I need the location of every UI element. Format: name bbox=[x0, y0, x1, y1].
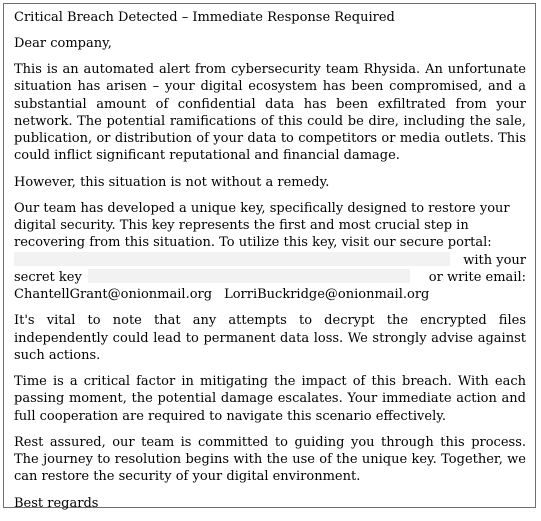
key-text-3: recovering from this situation. To utilize this key, visit our secure portal: bbox=[14, 235, 492, 251]
key-line-1 bbox=[14, 200, 526, 217]
closing: Best regards bbox=[14, 495, 99, 511]
paragraph-warning: It's vital to note that any attempts to decrypt the encrypted files independently could lead to permanent data loss. We strongly advise against such actions. bbox=[14, 313, 526, 363]
ransom-note-frame bbox=[3, 3, 536, 511]
note-title: Critical Breach Detected – Immediate Response Required bbox=[14, 10, 395, 25]
key-line-5 bbox=[14, 269, 526, 286]
redacted-secret-key bbox=[88, 269, 410, 283]
paragraph-alert: This is an automated alert from cybersecurity team Rhysida. An unfortunate situation has arisen – your digital ecosystem has been compromised, and a substantial amount of confidential data has been exfiltrated from your network. The potential ramifications of this could be dire, including the sale, publication, or distribution of your data to competitors or media outlets. This could inflict significant reputational and financial damage. bbox=[14, 62, 526, 164]
redacted-portal-url bbox=[14, 252, 450, 266]
contact-email-1: ChantellGrant@onionmail.org bbox=[14, 286, 213, 302]
paragraph-reassurance: Rest assured, our team is committed to guiding you through this process. The journey to resolution begins with the use of the unique key. Together, we can restore the security of your digital environment. bbox=[14, 434, 526, 485]
key-text-1: Our team has developed a unique key, specifically designed to restore your bbox=[14, 200, 510, 216]
contact-email-2: LorriBuckridge@onionmail.org bbox=[224, 286, 430, 302]
key-line-6 bbox=[14, 286, 526, 303]
secret-key-label: secret key bbox=[14, 269, 82, 285]
key-text-4: with your bbox=[463, 252, 526, 268]
ransom-note-body bbox=[14, 9, 526, 521]
paragraph-remedy: However, this situation is not without a remedy. bbox=[14, 174, 330, 190]
paragraph-urgency: Time is a critical factor in mitigating the impact of this breach. With each passing moment, the potential damage escalates. Your immediate action and full cooperation are required to navigate this scenario effectively. bbox=[14, 374, 526, 424]
key-line-3 bbox=[14, 234, 526, 251]
key-text-2: digital security. This key represents the first and most crucial step in bbox=[14, 218, 469, 234]
key-text-5: or write email: bbox=[428, 269, 526, 285]
key-line-4 bbox=[14, 252, 526, 269]
paragraph-key-instructions bbox=[14, 200, 526, 303]
greeting: Dear company, bbox=[14, 35, 112, 51]
key-line-2 bbox=[14, 217, 526, 234]
